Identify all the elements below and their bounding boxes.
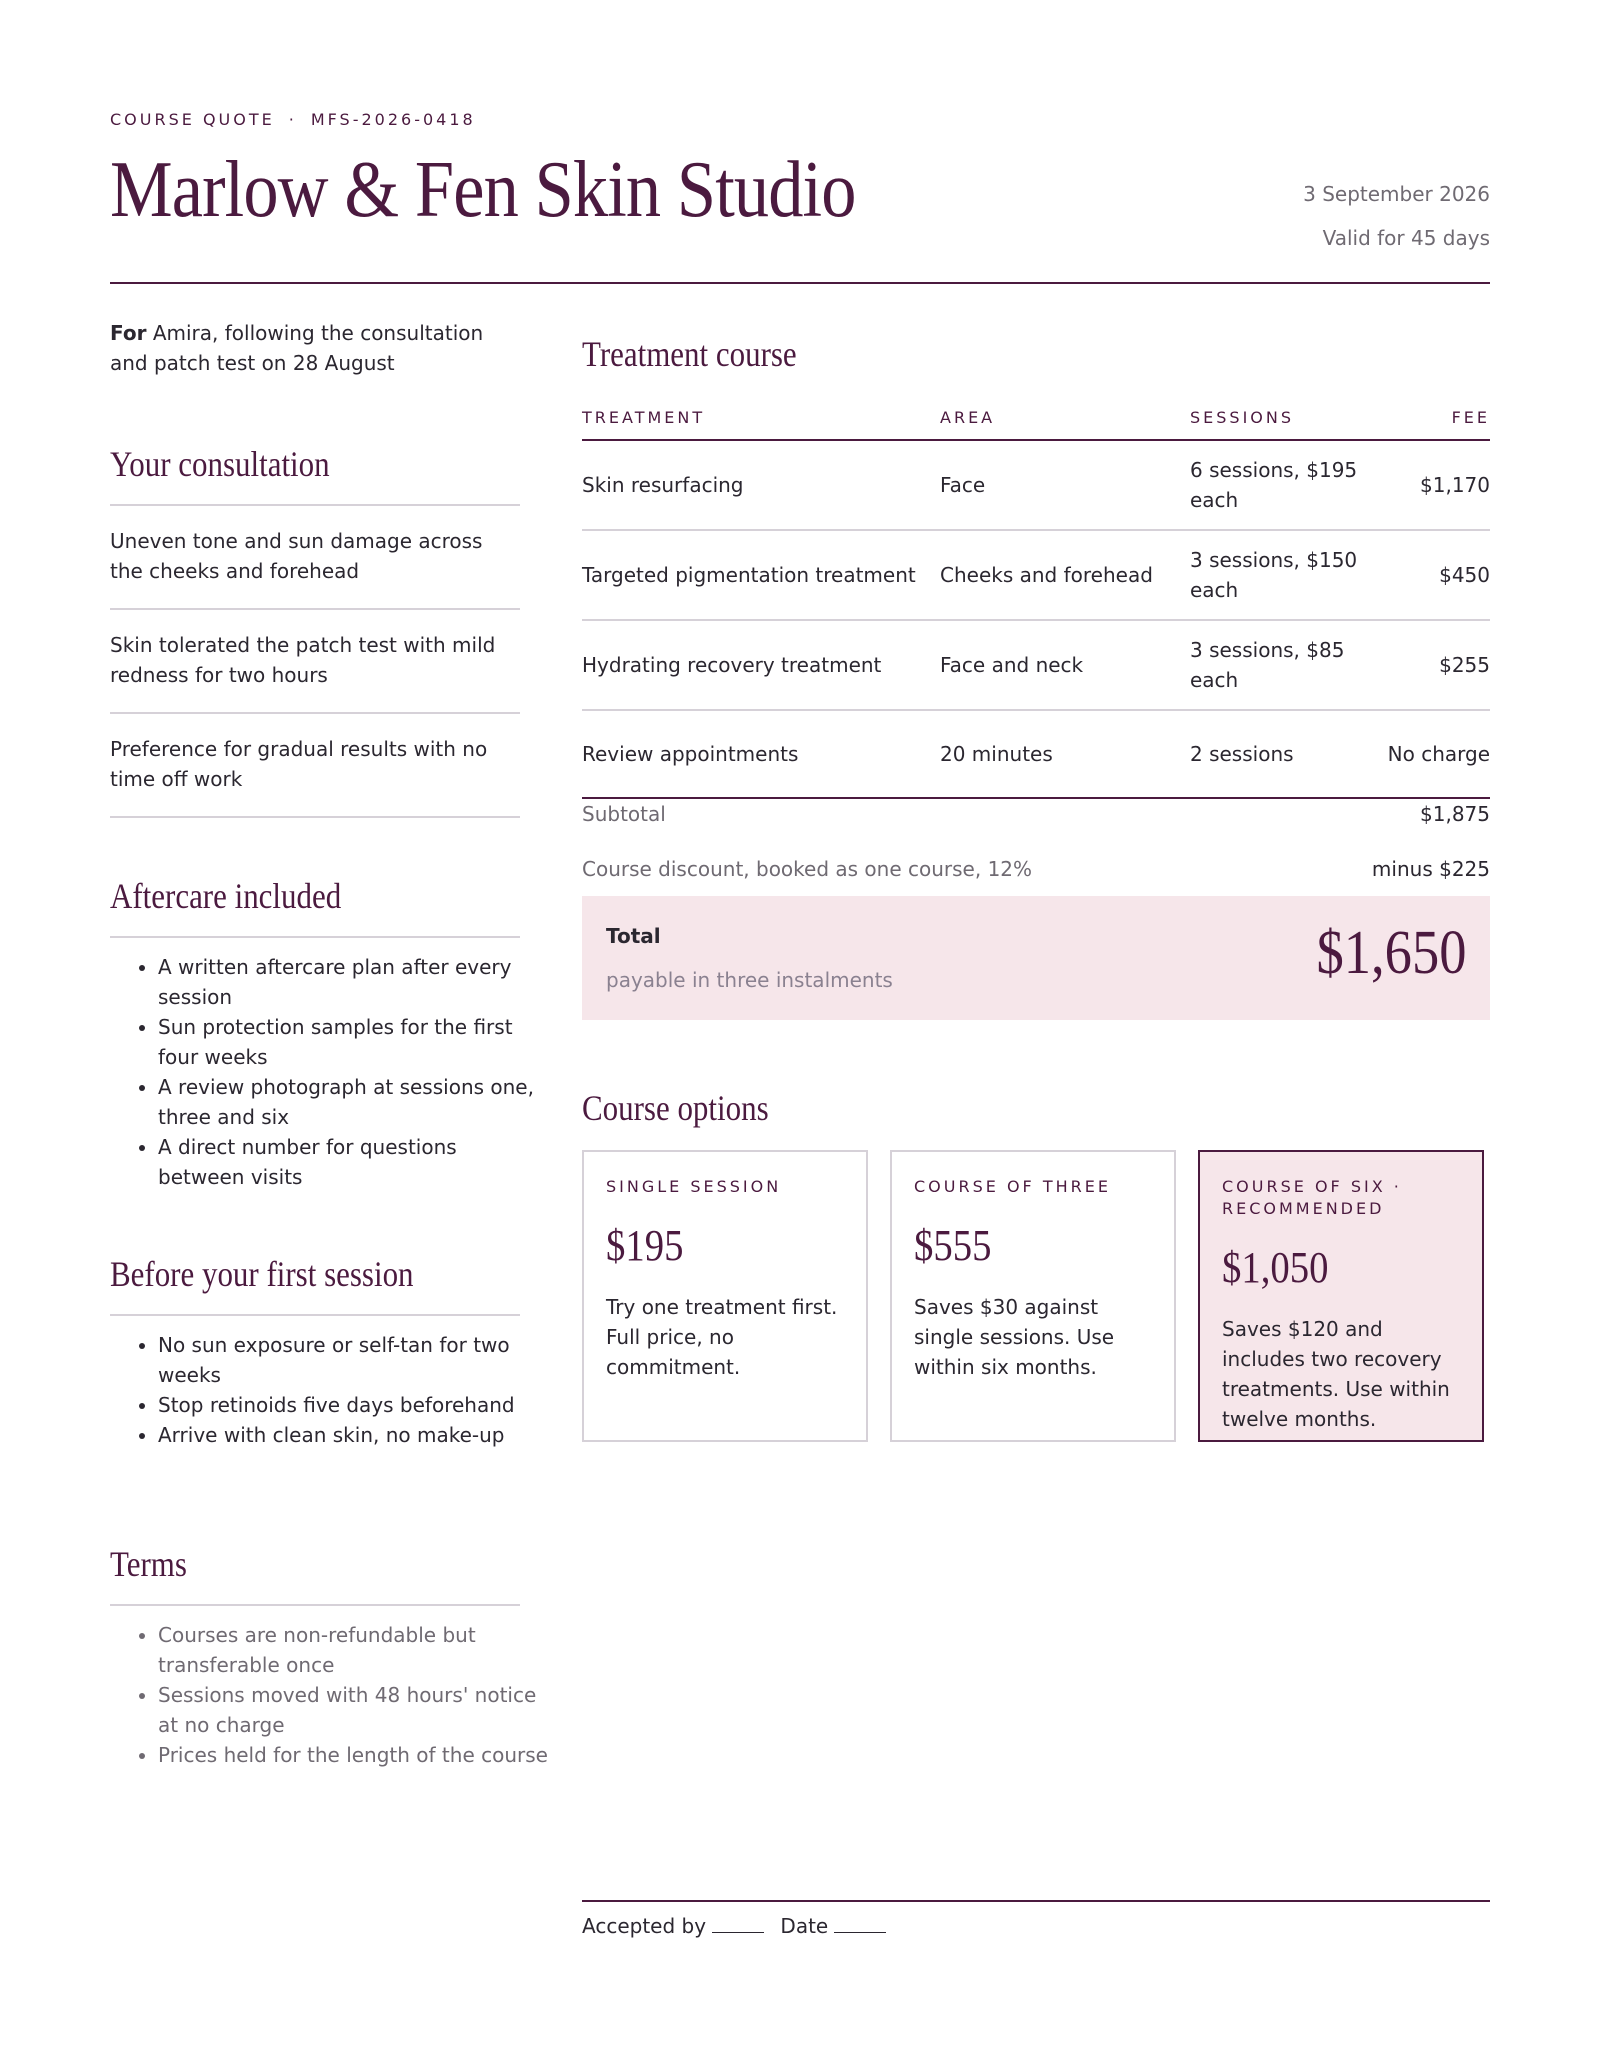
options-title: Course options <box>582 1088 769 1128</box>
consultation-title: Your consultation <box>110 444 330 484</box>
consultation-section <box>110 446 520 818</box>
treatment-sessions: 3 sessions, $85 each <box>1190 620 1360 710</box>
option-description: Saves $30 against single sessions. Use within six months. <box>914 1295 1115 1379</box>
quote-date: 3 September 2026 <box>1303 182 1490 206</box>
client-intro <box>110 318 520 378</box>
quote-eyebrow <box>110 110 476 129</box>
list-item: • A review photograph at sessions one, three and six <box>158 1072 548 1132</box>
date-field[interactable] <box>834 1932 886 1933</box>
aftercare-section <box>110 878 548 1192</box>
treatment-name: Targeted pigmentation treatment <box>582 530 940 620</box>
doc-type: COURSE QUOTE <box>110 110 275 129</box>
terms-section <box>110 1546 548 1770</box>
quote-meta <box>1303 172 1490 260</box>
date-label: Date <box>780 1914 829 1938</box>
option-description: Saves $120 and includes two recovery treatments. Use within twelve months. <box>1222 1317 1450 1431</box>
header-divider <box>110 282 1490 284</box>
column-header: FEE <box>1360 408 1490 440</box>
course-options <box>582 1150 1484 1442</box>
terms-list <box>110 1620 548 1770</box>
eyebrow-separator: · <box>288 110 297 129</box>
option-description: Try one treatment first. Full price, no commitment. <box>606 1295 838 1379</box>
option-card[interactable] <box>890 1150 1176 1442</box>
total-box <box>582 896 1490 1020</box>
quote-reference: MFS-2026-0418 <box>310 110 476 129</box>
consultation-item: Preference for gradual results with no time off work <box>110 714 520 818</box>
treatment-area: 20 minutes <box>940 710 1190 798</box>
table-row <box>582 440 1490 530</box>
table-row <box>582 710 1490 798</box>
aftercare-title: Aftercare included <box>110 876 342 916</box>
subtotal-label: Subtotal <box>582 802 666 826</box>
treatment-title: Treatment course <box>582 334 797 374</box>
total-label: Total <box>606 924 661 948</box>
option-card[interactable] <box>582 1150 868 1442</box>
list-item: • Sessions moved with 48 hours' notice at no charge <box>158 1680 548 1740</box>
signature-divider <box>582 1900 1490 1902</box>
list-item: • Prices held for the length of the course <box>158 1740 548 1770</box>
treatment-area: Face and neck <box>940 620 1190 710</box>
discount-value: minus $225 <box>1371 857 1490 881</box>
quote-validity: Valid for 45 days <box>1322 226 1490 250</box>
treatment-fee: $450 <box>1360 530 1490 620</box>
list-item: • Courses are non-refundable but transferable once <box>158 1620 548 1680</box>
option-name: COURSE OF SIX · RECOMMENDED <box>1222 1177 1402 1218</box>
treatment-table <box>582 408 1490 799</box>
treatment-sessions: 2 sessions <box>1190 710 1360 798</box>
column-header: SESSIONS <box>1190 408 1360 440</box>
signature-line <box>582 1914 896 1938</box>
treatment-sessions: 6 sessions, $195 each <box>1190 440 1360 530</box>
terms-rule <box>110 1604 520 1606</box>
table-row <box>582 530 1490 620</box>
treatment-name: Skin resurfacing <box>582 440 940 530</box>
subtotal-row <box>582 802 1490 826</box>
before-rule <box>110 1314 520 1316</box>
before-section <box>110 1256 528 1450</box>
treatment-table-wrap <box>582 408 1490 799</box>
treatment-area: Face <box>940 440 1190 530</box>
treatment-name: Hydrating recovery treatment <box>582 620 940 710</box>
column-header: AREA <box>940 408 1190 440</box>
aftercare-rule <box>110 936 520 938</box>
list-item: • A written aftercare plan after every session <box>158 952 548 1012</box>
discount-label: Course discount, booked as one course, 12% <box>582 857 1033 881</box>
option-name: SINGLE SESSION <box>606 1177 782 1196</box>
consultation-item: Uneven tone and sun damage across the cheeks and forehead <box>110 506 520 610</box>
treatment-fee: $255 <box>1360 620 1490 710</box>
option-price: $1,050 <box>1222 1243 1329 1292</box>
list-item: • Arrive with clean skin, no make-up <box>158 1420 528 1450</box>
table-row <box>582 620 1490 710</box>
total-amount: $1,650 <box>1315 919 1466 987</box>
accepted-by-field[interactable] <box>712 1932 764 1933</box>
subtotal-value: $1,875 <box>1420 802 1490 826</box>
terms-title: Terms <box>110 1544 187 1584</box>
treatment-area: Cheeks and forehead <box>940 530 1190 620</box>
treatment-fee: $1,170 <box>1360 440 1490 530</box>
list-item: • A direct number for questions between visits <box>158 1132 548 1192</box>
consultation-item: Skin tolerated the patch test with mild redness for two hours <box>110 610 520 714</box>
accepted-by-label: Accepted by <box>582 1914 707 1938</box>
list-item: • Sun protection samples for the first four weeks <box>158 1012 548 1072</box>
treatment-name: Review appointments <box>582 710 940 798</box>
before-list <box>110 1330 528 1450</box>
list-item: • No sun exposure or self-tan for two weeks <box>158 1330 528 1390</box>
option-card-recommended[interactable] <box>1198 1150 1484 1442</box>
total-note: payable in three instalments <box>606 968 893 992</box>
aftercare-list <box>110 952 548 1192</box>
treatment-fee: No charge <box>1360 710 1490 798</box>
before-title: Before your first session <box>110 1254 414 1294</box>
option-price: $555 <box>914 1221 992 1270</box>
list-item: • Stop retinoids five days beforehand <box>158 1390 528 1420</box>
table-header-row <box>582 408 1490 440</box>
studio-name: Marlow & Fen Skin Studio <box>110 146 856 234</box>
discount-row <box>582 857 1490 881</box>
intro-lead: For <box>110 321 147 345</box>
treatment-sessions: 3 sessions, $150 each <box>1190 530 1360 620</box>
intro-text: Amira, following the consultation and patch test on 28 August <box>110 321 484 375</box>
column-header: TREATMENT <box>582 408 940 440</box>
option-name: COURSE OF THREE <box>914 1177 1111 1196</box>
option-price: $195 <box>606 1221 684 1270</box>
